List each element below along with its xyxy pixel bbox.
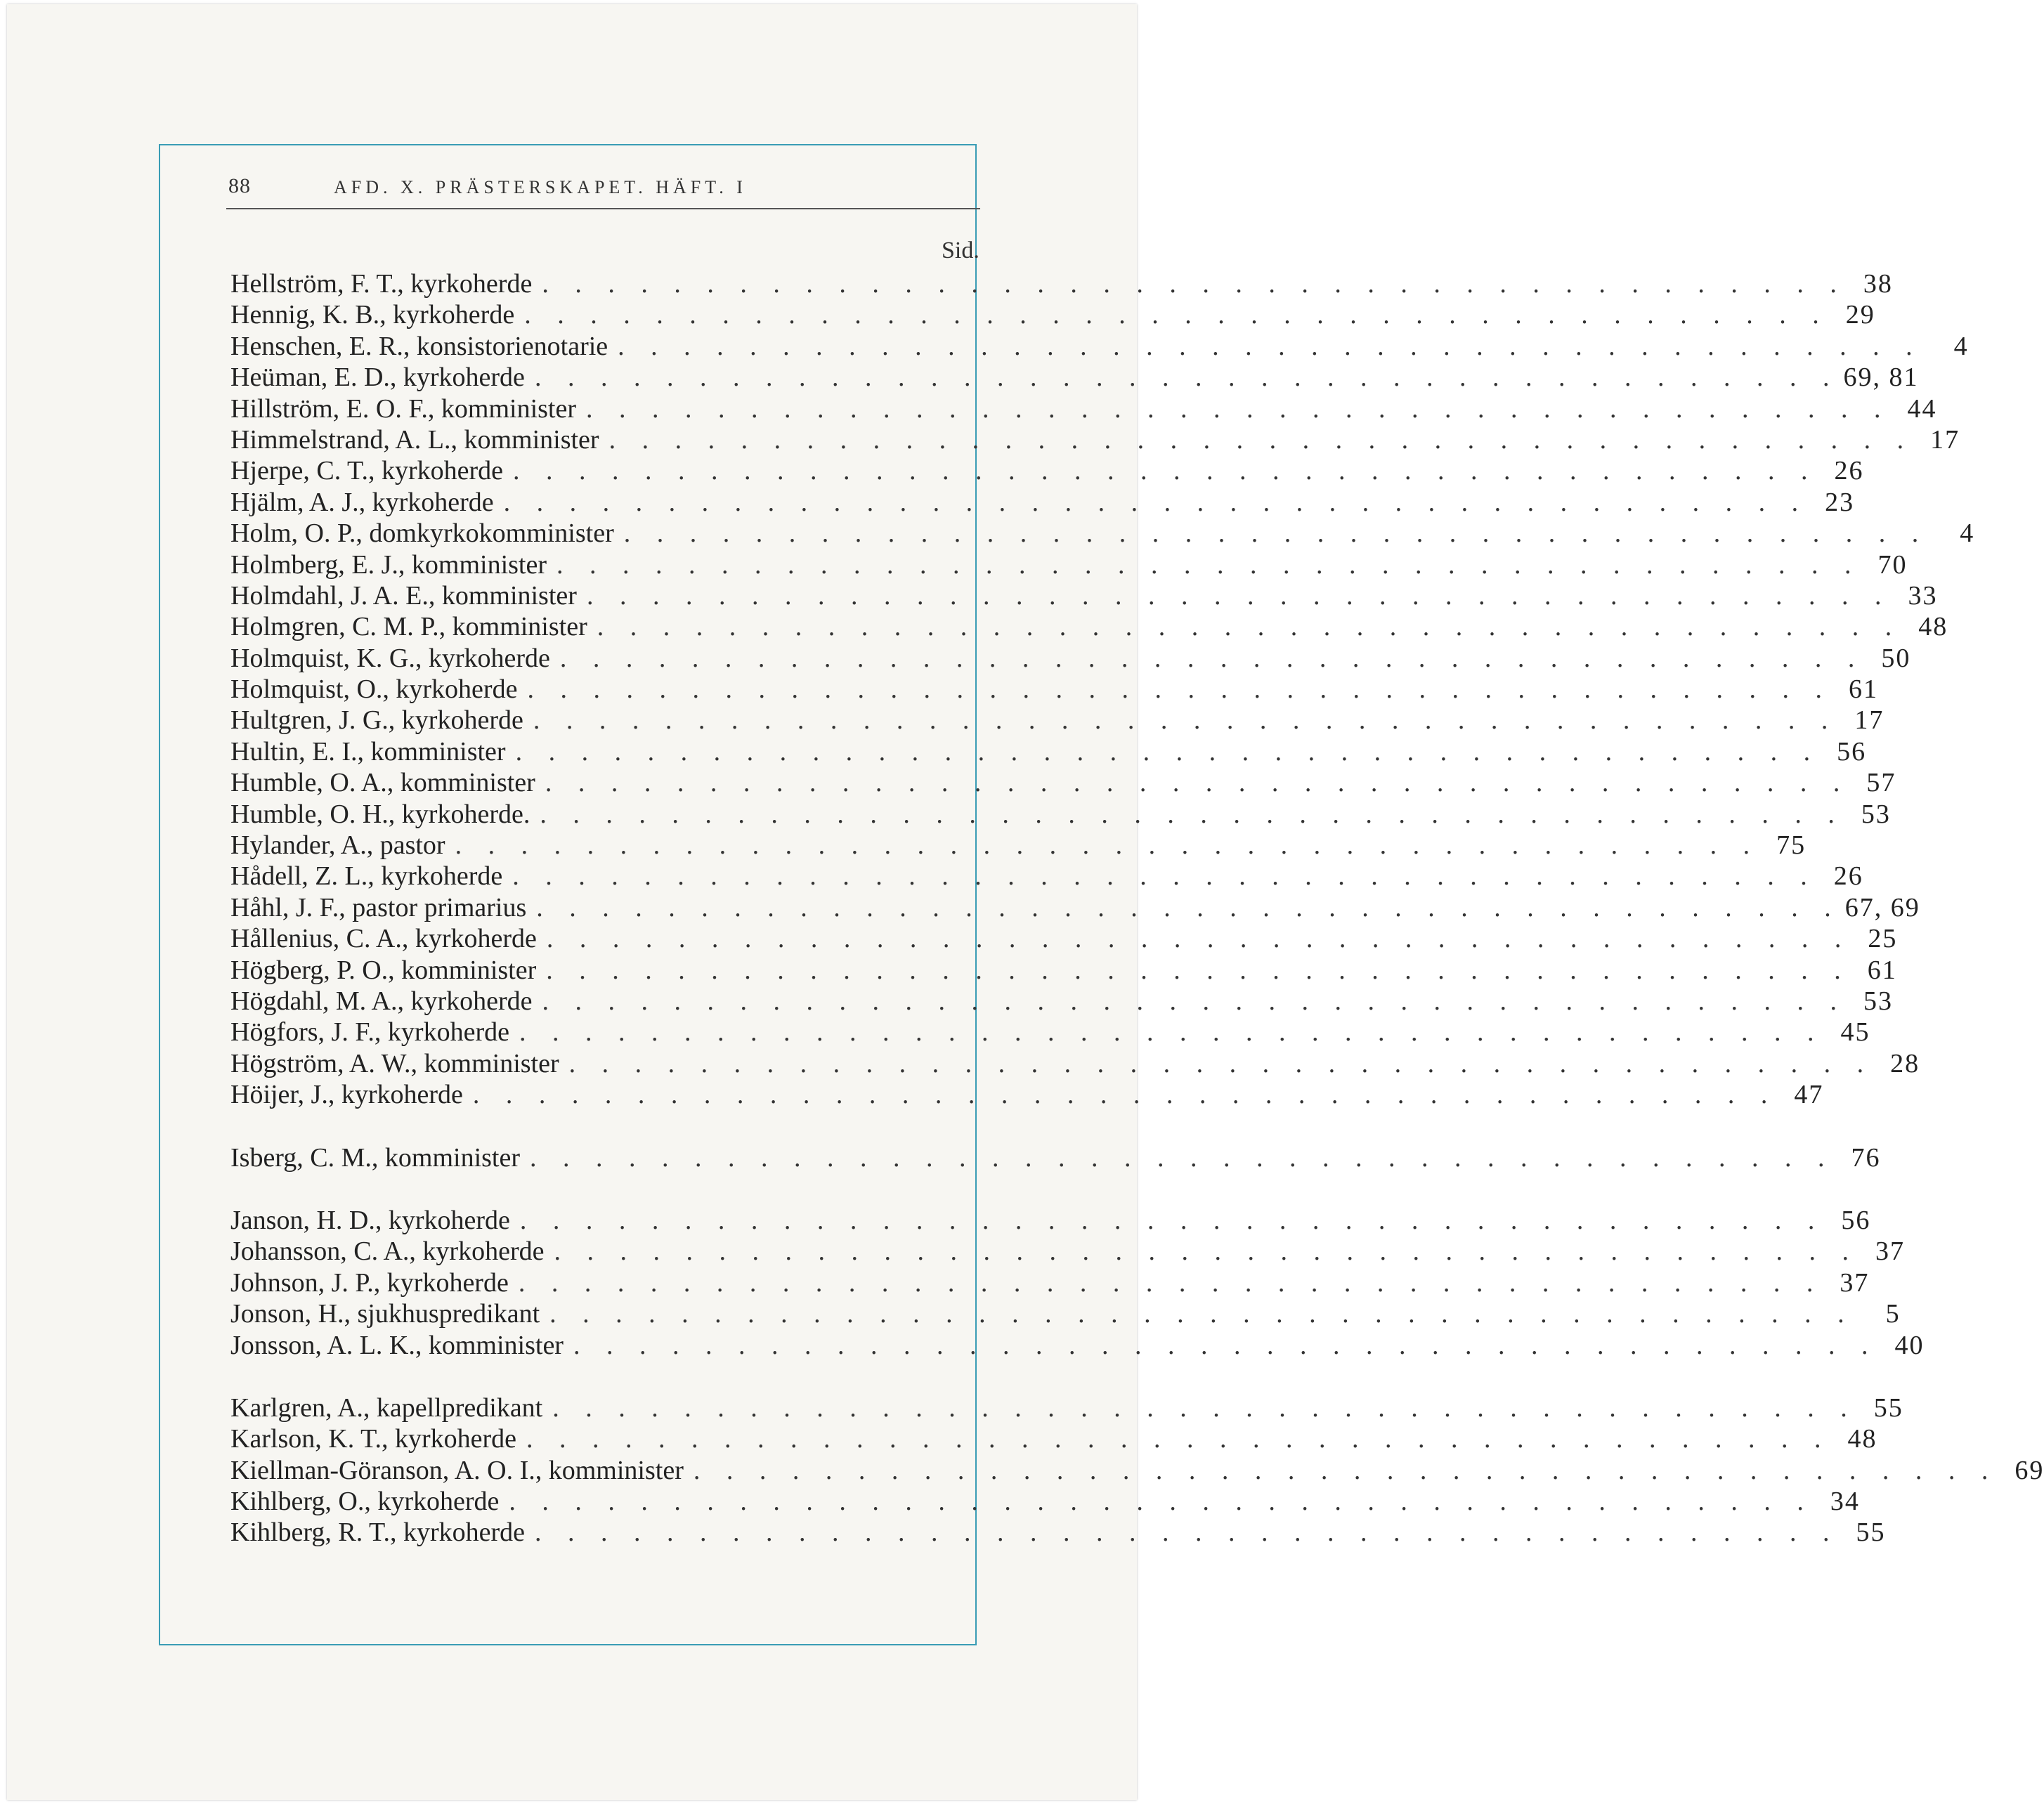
header-rule <box>226 208 980 209</box>
entry-name: Hellström, F. T., kyrkoherde <box>230 269 533 299</box>
index-entry <box>230 799 1891 830</box>
entry-page: 56 <box>1841 1205 1871 1235</box>
entry-name: Högfors, J. F., kyrkoherde <box>230 1017 509 1048</box>
leader-dots: . . . . . . . . . . . . . . . . . . . . . . . . . . . . . . . . . . . . . . . . <box>573 1330 1878 1360</box>
index-entry <box>230 861 1863 892</box>
entry-name: Heüman, E. D., kyrkoherde <box>230 363 525 393</box>
entry-name: Högström, A. W., komminister <box>230 1048 559 1078</box>
index-entry <box>230 1298 1901 1329</box>
entry-page: 61 <box>1867 955 1897 985</box>
leader-dots: . . . . . . . . . . . . . . . . . . . . . . . . . . . . . . . . . . . . . . . . <box>586 580 1892 611</box>
index-entry <box>230 549 1908 580</box>
index-entry <box>230 1423 1877 1454</box>
entry-name: Himmelstrand, A. L., komminister <box>230 424 599 455</box>
entry-page: 40 <box>1894 1330 1925 1360</box>
entry-name: Isberg, C. M., komminister <box>230 1142 521 1173</box>
entry-page: 44 <box>1907 393 1937 424</box>
entry-page: 33 <box>1908 580 1938 611</box>
index-entry <box>230 767 1896 798</box>
entry-name: Kiellman-Göranson, A. O. I., komminister <box>230 1455 684 1485</box>
leader-dots: . . . . . . . . . . . . . . . . . . . . . . . . . . . . . . . . . . . . . . . . <box>524 300 1829 330</box>
page-number: 88 <box>228 174 251 197</box>
entry-name: Hådell, Z. L., kyrkoherde <box>230 861 503 892</box>
index-entry <box>230 892 1920 923</box>
entry-page: 45 <box>1840 1017 1870 1048</box>
entry-page: 25 <box>1868 924 1898 954</box>
index-entry <box>230 705 1884 736</box>
leader-dots: . . . . . . . . . . . . . . . . . . . . . . . . . . . . . . . . . . . . . . . . <box>530 1142 1835 1173</box>
entry-name: Hjälm, A. J., kyrkoherde <box>230 487 494 517</box>
entry-name: Johansson, C. A., kyrkoherde <box>230 1237 545 1267</box>
entry-page: 55 <box>1856 1518 1886 1548</box>
leader-dots: . . . . . . . . . . . . . . . . . . . . . . . . . . . . . . . . . . . . . . . . <box>545 768 1850 798</box>
leader-dots: . . . . . . . . . . . . . . . . . . . . . . . . . . . . . . . . . . . . . . . . <box>597 612 1902 642</box>
entry-name: Jonsson, A. L. K., komminister <box>230 1330 564 1360</box>
index-entry <box>230 1267 1870 1298</box>
entry-page: 37 <box>1875 1237 1905 1267</box>
index-entry <box>230 455 1864 486</box>
leader-dots: . . . . . . . . . . . . . . . . . . . . . . . . . . . . . . . . . . . . . . . . <box>568 1048 1874 1078</box>
index-entry <box>230 1017 1870 1048</box>
entry-page: 48 <box>1847 1424 1877 1454</box>
entry-name: Högberg, P. O., komminister <box>230 955 537 985</box>
index-entry <box>230 830 1807 861</box>
entry-page: 5 <box>1885 1299 1901 1329</box>
entry-page: 67, 69 <box>1844 892 1920 922</box>
index-entry <box>230 923 1898 954</box>
entry-page: 4 <box>1953 331 1969 361</box>
leader-dots: . . . . . . . . . . . . . . . . . . . . . . . . . . . . . . . . . . . . . . . . <box>536 892 1841 922</box>
leader-dots: . . . . . . . . . . . . . . . . . . . . . . . . . . . . . . . . . . . . . . . . <box>546 955 1851 985</box>
leader-dots: . . . . . . . . . . . . . . . . . . . . . . . . . . . . . . . . . . . . . . . . <box>533 705 1838 736</box>
entry-page: 75 <box>1776 830 1807 861</box>
leader-dots: . . . . . . . . . . . . . . . . . . . . . . . . . . . . . . . . . . . . . . . . <box>534 363 1840 393</box>
entry-name: Hultgren, J. G., kyrkoherde <box>230 705 523 736</box>
entry-name: Håhl, J. F., pastor primarius <box>230 892 527 922</box>
leader-dots: . . . . . . . . . . . . . . . . . . . . . . . . . . . . . . . . . . . . . . . . <box>540 799 1844 829</box>
leader-dots: . . . . . . . . . . . . . . . . . . . . . . . . . . . . . . . . . . . . . . . . <box>527 674 1832 705</box>
entry-page: 69 <box>2014 1455 2044 1485</box>
leader-dots: . . . . . . . . . . . . . . . . . . . . . . . . . . . . . . . . . . . . . . . . <box>546 924 1851 954</box>
page-column-label: Sid. <box>942 237 979 263</box>
leader-dots: . . . . . . . . . . . . . . . . . . . . . . . . . . . . . . . . . . . . . . . . <box>518 1267 1823 1298</box>
entry-page: 23 <box>1825 487 1855 517</box>
entry-name: Högdahl, M. A., kyrkoherde <box>230 986 533 1016</box>
entry-page: 70 <box>1877 549 1908 580</box>
entry-page: 57 <box>1866 768 1896 798</box>
index-entry <box>230 1048 1920 1079</box>
entry-name: Holmquist, O., kyrkoherde <box>230 674 518 705</box>
entry-name: Kihlberg, R. T., kyrkoherde <box>230 1518 525 1548</box>
entry-page: 29 <box>1845 300 1875 330</box>
leader-dots: . . . . . . . . . . . . . . . . . . . . . . . . . . . . . . . . . . . . . . . . <box>519 1017 1824 1048</box>
index-entry <box>230 362 1919 393</box>
index-entry <box>230 1142 1881 1173</box>
index-entry <box>230 299 1875 330</box>
index-entry <box>230 1455 2044 1486</box>
index-entry <box>230 1486 1860 1517</box>
entry-name: Holmberg, E. J., komminister <box>230 549 547 580</box>
entry-name: Hennig, K. B., kyrkoherde <box>230 300 515 330</box>
entry-name: Karlgren, A., kapellpredikant <box>230 1392 543 1423</box>
index-entry <box>230 674 1878 705</box>
leader-dots: . . . . . . . . . . . . . . . . . . . . . . . . . . . . . . . . . . . . . . . . <box>512 861 1817 892</box>
index-entry <box>230 1392 1903 1423</box>
entry-page: 56 <box>1837 736 1867 766</box>
group-gap <box>230 1361 975 1392</box>
entry-page: 26 <box>1834 456 1864 486</box>
index-entry <box>230 331 1969 362</box>
entry-page: 47 <box>1794 1080 1824 1110</box>
leader-dots: . . . . . . . . . . . . . . . . . . . . . . . . . . . . . . . . . . . . . . . . <box>455 830 1760 861</box>
group-gap <box>230 1173 975 1205</box>
index-entry <box>230 580 1938 611</box>
index-entry <box>230 736 1867 767</box>
leader-dots: . . . . . . . . . . . . . . . . . . . . . . . . . . . . . . . . . . . . . . . . <box>542 986 1847 1016</box>
entry-page: 4 <box>1960 518 1975 549</box>
entry-name: Hjerpe, C. T., kyrkoherde <box>230 456 503 486</box>
entry-page: 61 <box>1848 674 1878 705</box>
entry-name: Humble, O. A., komminister <box>230 768 535 798</box>
leader-dots: . . . . . . . . . . . . . . . . . . . . . . . . . . . . . . . . . . . . . . . . <box>519 1205 1825 1235</box>
entry-page: 26 <box>1833 861 1863 892</box>
leader-dots: . . . . . . . . . . . . . . . . . . . . . . . . . . . . . . . . . . . . . . . . <box>552 1392 1857 1423</box>
entry-page: 55 <box>1873 1392 1903 1423</box>
leader-dots: . . . . . . . . . . . . . . . . . . . . . . . . . . . . . . . . . . . . . . . . <box>693 1455 1998 1485</box>
entry-name: Johnson, J. P., kyrkoherde <box>230 1267 509 1298</box>
index-entry <box>230 518 1975 549</box>
entry-name: Jonson, H., sjukhuspredikant <box>230 1299 540 1329</box>
index-entry <box>230 1236 1905 1267</box>
entry-name: Holmquist, K. G., kyrkoherde <box>230 643 550 673</box>
entry-page: 48 <box>1918 612 1948 642</box>
entry-page: 53 <box>1863 986 1894 1016</box>
index-list <box>230 268 2044 1548</box>
entry-name: Henschen, E. R., konsistorienotarie <box>230 331 608 361</box>
leader-dots: . . . . . . . . . . . . . . . . . . . . . . . . . . . . . . . . . . . . . . . . <box>618 331 1922 361</box>
leader-dots: . . . . . . . . . . . . . . . . . . . . . . . . . . . . . . . . . . . . . . . . <box>559 643 1865 673</box>
leader-dots: . . . . . . . . . . . . . . . . . . . . . . . . . . . . . . . . . . . . . . . . <box>503 487 1809 517</box>
group-gap <box>230 1111 975 1142</box>
leader-dots: . . . . . . . . . . . . . . . . . . . . . . . . . . . . . . . . . . . . . . . . <box>608 424 1914 455</box>
index-entry <box>230 643 1911 674</box>
entry-page: 17 <box>1854 705 1884 736</box>
leader-dots: . . . . . . . . . . . . . . . . . . . . . . . . . . . . . . . . . . . . . . . . <box>623 518 1929 549</box>
leader-dots: . . . . . . . . . . . . . . . . . . . . . . . . . . . . . . . . . . . . . . . . <box>515 736 1821 766</box>
entry-name: Karlson, K. T., kyrkoherde <box>230 1424 516 1454</box>
entry-page: 37 <box>1840 1267 1870 1298</box>
entry-page: 53 <box>1861 799 1891 829</box>
leader-dots: . . . . . . . . . . . . . . . . . . . . . . . . . . . . . . . . . . . . . . . . <box>556 549 1861 580</box>
entry-page: 38 <box>1863 269 1893 299</box>
index-entry <box>230 955 1897 986</box>
index-entry <box>230 986 1894 1017</box>
index-entry <box>230 1517 1886 1548</box>
index-entry <box>230 1079 1824 1110</box>
leader-dots: . . . . . . . . . . . . . . . . . . . . . . . . . . . . . . . . . . . . . . . . <box>534 1518 1840 1548</box>
leader-dots: . . . . . . . . . . . . . . . . . . . . . . . . . . . . . . . . . . . . . . . . <box>472 1080 1778 1110</box>
entry-name: Holm, O. P., domkyrkokomminister <box>230 518 614 549</box>
entry-page: 17 <box>1930 424 1960 455</box>
entry-name: Hylander, A., pastor <box>230 830 445 861</box>
index-entry <box>230 393 1937 424</box>
entry-name: Holmgren, C. M. P., komminister <box>230 612 587 642</box>
running-header <box>228 174 980 209</box>
entry-page: 69, 81 <box>1843 363 1919 393</box>
index-entry <box>230 487 1855 518</box>
leader-dots: . . . . . . . . . . . . . . . . . . . . . . . . . . . . . . . . . . . . . . . . <box>542 269 1847 299</box>
index-entry <box>230 1330 1925 1361</box>
running-title: AFD. X. PRÄSTERSKAPET. HÄFT. I <box>334 177 747 197</box>
entry-page: 76 <box>1851 1142 1881 1173</box>
entry-name: Hultin, E. I., komminister <box>230 736 506 766</box>
entry-name: Höijer, J., kyrkoherde <box>230 1080 463 1110</box>
entry-name: Hillström, E. O. F., komminister <box>230 393 577 424</box>
leader-dots: . . . . . . . . . . . . . . . . . . . . . . . . . . . . . . . . . . . . . . . . <box>509 1487 1814 1517</box>
entry-name: Kihlberg, O., kyrkoherde <box>230 1487 500 1517</box>
entry-name: Hållenius, C. A., kyrkoherde <box>230 924 537 954</box>
entry-name: Humble, O. H., kyrkoherde. <box>230 799 530 829</box>
index-entry <box>230 424 1960 455</box>
leader-dots: . . . . . . . . . . . . . . . . . . . . . . . . . . . . . . . . . . . . . . . . <box>512 456 1818 486</box>
index-entry <box>230 268 1893 299</box>
entry-name: Janson, H. D., kyrkoherde <box>230 1205 510 1235</box>
index-entry <box>230 1205 1871 1236</box>
entry-name: Holmdahl, J. A. E., komminister <box>230 580 577 611</box>
leader-dots: . . . . . . . . . . . . . . . . . . . . . . . . . . . . . . . . . . . . . . . . <box>554 1237 1859 1267</box>
entry-page: 28 <box>1890 1048 1920 1078</box>
leader-dots: . . . . . . . . . . . . . . . . . . . . . . . . . . . . . . . . . . . . . . . . <box>549 1299 1854 1329</box>
index-entry <box>230 611 1948 642</box>
entry-page: 50 <box>1881 643 1911 673</box>
leader-dots: . . . . . . . . . . . . . . . . . . . . . . . . . . . . . . . . . . . . . . . . <box>586 393 1891 424</box>
entry-page: 34 <box>1830 1487 1860 1517</box>
leader-dots: . . . . . . . . . . . . . . . . . . . . . . . . . . . . . . . . . . . . . . . . <box>526 1424 1831 1454</box>
